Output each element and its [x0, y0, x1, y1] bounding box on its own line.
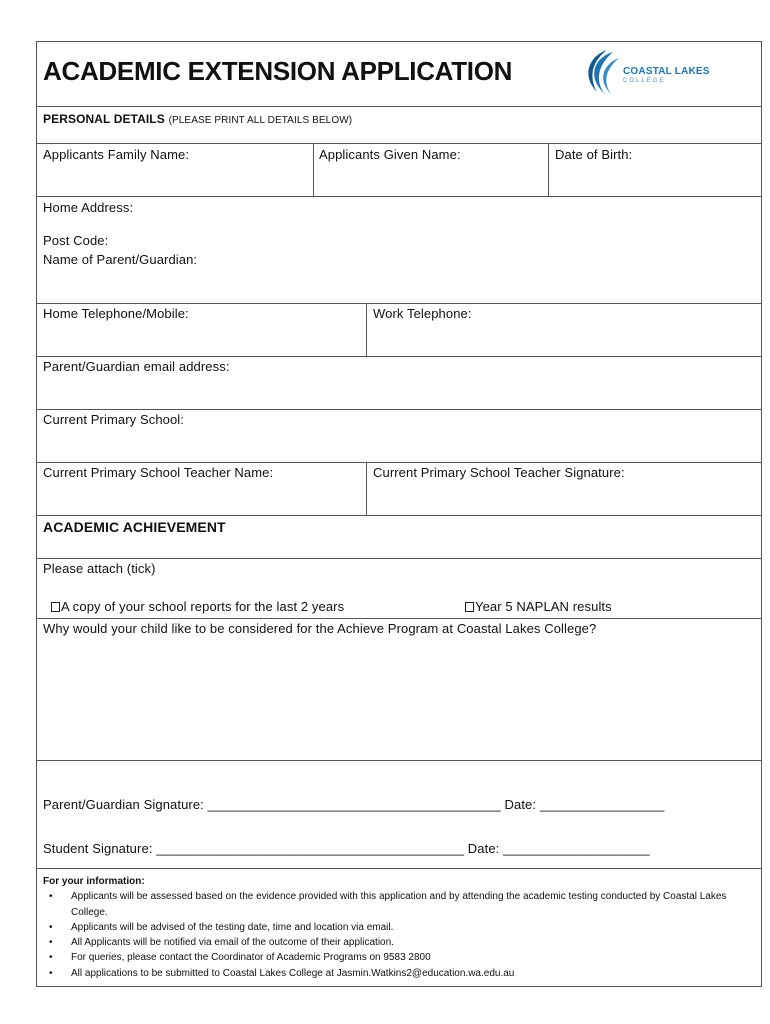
teacher-sig-label: Current Primary School Teacher Signature: — [373, 465, 625, 480]
family-name-label: Applicants Family Name: — [43, 147, 190, 162]
info-list — [43, 889, 743, 981]
divider — [548, 143, 549, 196]
parent-date-label: Date: — [504, 797, 537, 812]
divider — [37, 558, 761, 559]
academic-section-title: ACADEMIC ACHIEVEMENT — [43, 519, 226, 535]
info-item: • For queries, please contact the Coordinator of Academic Programs on 9583 2800 — [49, 952, 431, 964]
school-label: Current Primary School: — [43, 412, 185, 427]
parent-name-label: Name of Parent/Guardian: — [43, 252, 198, 267]
divider — [37, 515, 761, 516]
divider — [37, 196, 761, 197]
college-logo — [583, 48, 713, 100]
student-date-line[interactable]: ____________________ — [503, 841, 650, 856]
work-phone-label: Work Telephone: — [373, 306, 472, 321]
reports-checkbox[interactable] — [51, 602, 60, 612]
info-heading: For your information: — [43, 876, 145, 887]
option-naplan-label: Year 5 NAPLAN results — [475, 599, 612, 614]
divider — [37, 106, 761, 107]
info-item: • Applicants will be assessed based on the evidence provided with this application and by attending the academic testing conducted by Coastal Lakes College. — [49, 891, 727, 918]
parent-sig-line[interactable]: ________________________________________ — [207, 797, 501, 812]
student-signature-row — [43, 841, 650, 856]
home-address-label: Home Address: — [43, 200, 134, 215]
divider — [366, 462, 367, 515]
given-name-label: Applicants Given Name: — [319, 147, 461, 162]
post-code-label: Post Code: — [43, 233, 109, 248]
why-label: Why would your child like to be considered for the Achieve Program at Coastal Lakes College? — [43, 621, 597, 636]
option-reports-label: A copy of your school reports for the last 2 years — [61, 599, 345, 614]
divider — [37, 356, 761, 357]
email-label: Parent/Guardian email address: — [43, 359, 230, 374]
divider — [366, 303, 367, 356]
divider — [37, 618, 761, 619]
option-naplan[interactable] — [465, 599, 612, 614]
divider — [37, 409, 761, 410]
home-phone-label: Home Telephone/Mobile: — [43, 306, 189, 321]
teacher-name-label: Current Primary School Teacher Name: — [43, 465, 274, 480]
student-date-label: Date: — [467, 841, 500, 856]
parent-sig-label: Parent/Guardian Signature: — [43, 797, 204, 812]
divider — [37, 143, 761, 144]
logo-swoosh-icon — [583, 48, 623, 100]
application-form — [36, 41, 762, 987]
divider — [37, 868, 761, 869]
divider — [37, 462, 761, 463]
info-item: • All applications to be submitted to Coastal Lakes College at Jasmin.Watkins2@education.wa.edu.au — [49, 967, 515, 979]
personal-section-title: PERSONAL DETAILS — [43, 112, 165, 126]
form-title: ACADEMIC EXTENSION APPLICATION — [43, 56, 513, 86]
info-section — [43, 874, 743, 981]
dob-label: Date of Birth: — [555, 147, 633, 162]
attach-label: Please attach (tick) — [43, 561, 156, 576]
divider — [313, 143, 314, 196]
personal-section-header — [43, 111, 352, 126]
naplan-checkbox[interactable] — [465, 602, 474, 612]
logo-sub: COLLEGE — [623, 78, 666, 84]
divider — [37, 760, 761, 761]
parent-date-line[interactable]: _________________ — [539, 797, 665, 812]
info-item: • All Applicants will be notified via email of the outcome of their application. — [49, 937, 394, 949]
parent-signature-row — [43, 797, 664, 812]
student-sig-line[interactable]: __________________________________________ — [156, 841, 465, 856]
logo-name: COASTAL LAKES — [623, 66, 710, 77]
personal-section-note: (PLEASE PRINT ALL DETAILS BELOW) — [168, 115, 353, 126]
student-sig-label: Student Signature: — [43, 841, 153, 856]
info-item: • Applicants will be advised of the testing date, time and location via email. — [49, 921, 394, 933]
divider — [37, 303, 761, 304]
option-reports[interactable] — [51, 599, 344, 614]
